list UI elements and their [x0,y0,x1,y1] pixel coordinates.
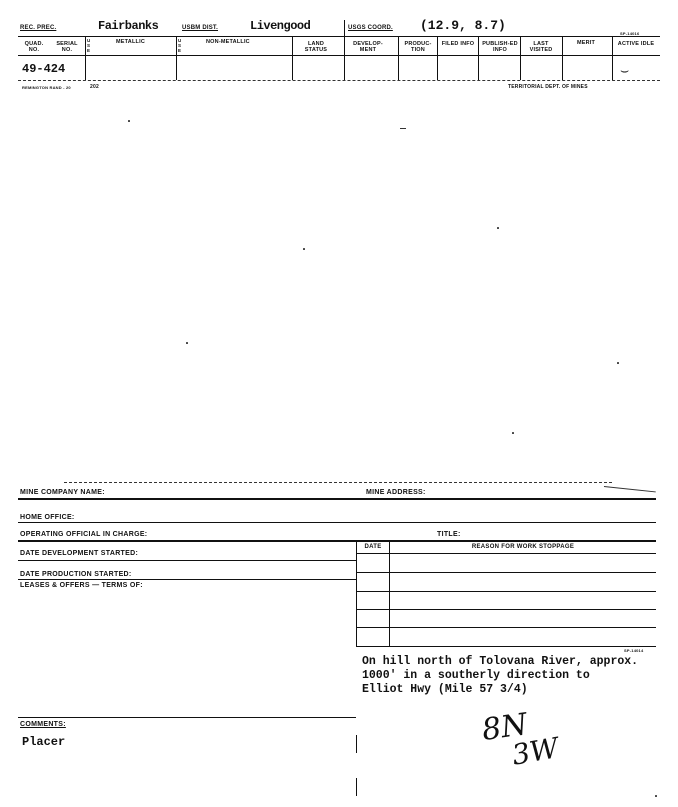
mine-address-label: MINE ADDRESS: [366,489,426,496]
location-line-1: On hill north of Tolovana River, approx. [362,655,639,668]
home-office-label: HOME OFFICE: [20,514,75,521]
speck [128,120,130,122]
speck [617,362,619,364]
col-merit: MERIT [576,40,596,46]
operating-official-label: OPERATING OFFICIAL IN CHARGE: [20,531,148,538]
form-number: SP-14016 [620,31,640,36]
usbm-dist-label: USBM DIST. [182,25,219,31]
speck [512,432,514,434]
card-num: 202 [90,84,99,90]
title-label: TITLE: [437,531,461,538]
comments-label: COMMENTS: [20,721,66,728]
quad-serial-value: 49-424 [22,62,66,76]
rec-prec-value: Fairbanks [98,19,159,33]
col-quad-no: QUAD. NO. [24,41,44,53]
location-line-3: Elliot Hwy (Mile 57 3/4) [362,683,528,696]
location-line-2: 1000' in a southerly direction to [362,669,590,682]
col-production: PRODUC-TION [404,41,432,53]
form-number-2: SP-14014 [624,648,644,653]
handwritten-township: 8N [479,707,530,748]
handwritten-range: 3W [509,731,562,772]
speck [303,248,305,250]
date-development-label: DATE DEVELOPMENT STARTED: [20,550,139,557]
reason-column-header: REASON FOR WORK STOPPAGE [471,544,575,550]
col-metallic: METALLIC [116,39,145,45]
usbm-dist-value: Livengood [250,19,311,33]
active-idle-mark: ⌣ [620,63,630,79]
agency-name: TERRITORIAL DEPT. OF MINES [508,84,588,90]
col-non-metallic: NON-METALLIC [206,39,250,45]
speck [400,128,406,129]
col-published-info: PUBLISH-ED INFO [482,41,518,53]
col-active-idle: ACTIVE IDLE [617,41,655,47]
col-last-visited: LAST VISITED [529,41,553,53]
col-use-nonmetallic: U S E [178,38,182,53]
rec-prec-label: REC. PREC. [20,25,57,31]
location-description [362,655,638,697]
col-use-metallic: U S E [87,38,91,53]
speck [497,227,499,229]
usgs-coord-value: (12.9, 8.7) [420,18,506,33]
col-serial-no: SERIAL NO. [56,41,78,53]
col-land-status: LAND STATUS [304,41,328,53]
comments-value: Placer [22,735,66,749]
card-code: REMINGTON RAND - 20 [22,85,71,90]
mine-company-name-label: MINE COMPANY NAME: [20,489,105,496]
col-filed-info: FILED INFO [441,41,475,47]
date-column-header: DATE [364,544,382,550]
usgs-coord-label: USGS COORD. [348,25,393,31]
col-development: DEVELOP-MENT [353,41,383,53]
date-production-label: DATE PRODUCTION STARTED: [20,571,132,578]
leases-offers-label: LEASES & OFFERS — TERMS OF: [20,582,143,589]
speck [186,342,188,344]
speck [655,795,657,797]
